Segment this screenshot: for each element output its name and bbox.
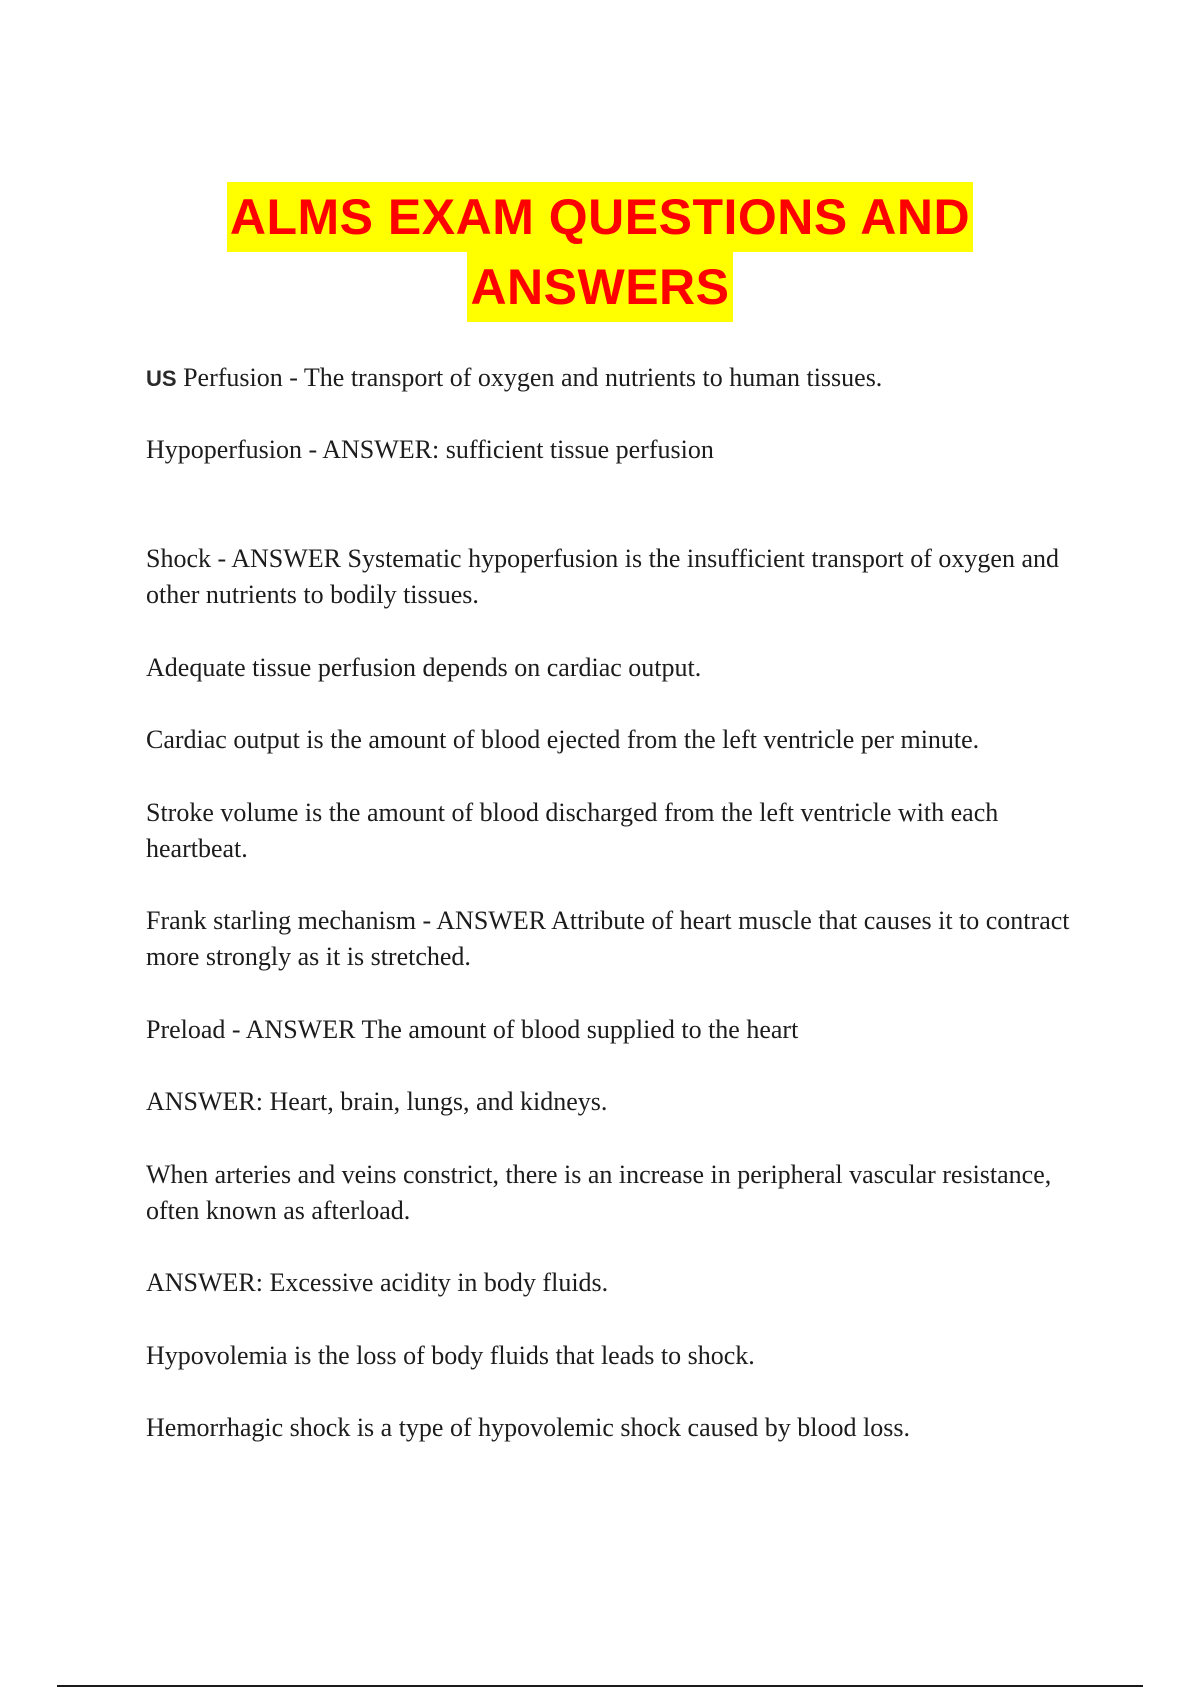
paragraph-hypoperfusion: Hypoperfusion - ANSWER: sufficient tissue perfusion	[146, 435, 714, 464]
paragraph-hypovolemia: Hypovolemia is the loss of body fluids that leads to shock.	[146, 1341, 755, 1370]
paragraph-cardiac-output: Cardiac output is the amount of blood ejected from the left ventricle per minute.	[146, 725, 980, 754]
paragraph-hemorrhagic-shock: Hemorrhagic shock is a type of hypovolemic shock caused by blood loss.	[146, 1413, 910, 1442]
title-line-2: ANSWERS	[467, 252, 732, 322]
paragraph-stroke-volume: Stroke volume is the amount of blood discharged from the left ventricle with each heartbeat.	[146, 798, 999, 863]
title-line-1: ALMS EXAM QUESTIONS AND	[227, 182, 973, 252]
paragraph-tissue-perfusion: Adequate tissue perfusion depends on cardiac output.	[146, 653, 702, 682]
footer-divider	[57, 1685, 1143, 1687]
paragraph-acidosis: ANSWER: Excessive acidity in body fluids.	[146, 1268, 609, 1297]
paragraph-preload: Preload - ANSWER The amount of blood supplied to the heart	[146, 1015, 799, 1044]
paragraph-text: Perfusion - The transport of oxygen and nutrients to human tissues.	[183, 363, 883, 392]
paragraph-organs: ANSWER: Heart, brain, lungs, and kidneys.	[146, 1087, 608, 1116]
lead-mark: US	[146, 366, 177, 391]
paragraph-perfusion	[146, 360, 1076, 397]
document-title	[0, 182, 1200, 322]
paragraph-frank-starling: Frank starling mechanism - ANSWER Attribute of heart muscle that causes it to contract more strongly as it is stretched.	[146, 906, 1070, 971]
paragraph-afterload: When arteries and veins constrict, there is an increase in peripheral vascular resistance, often known as afterload.	[146, 1160, 1052, 1225]
paragraph-shock: Shock - ANSWER Systematic hypoperfusion is the insufficient transport of oxygen and other nutrients to bodily tissues.	[146, 544, 1059, 609]
